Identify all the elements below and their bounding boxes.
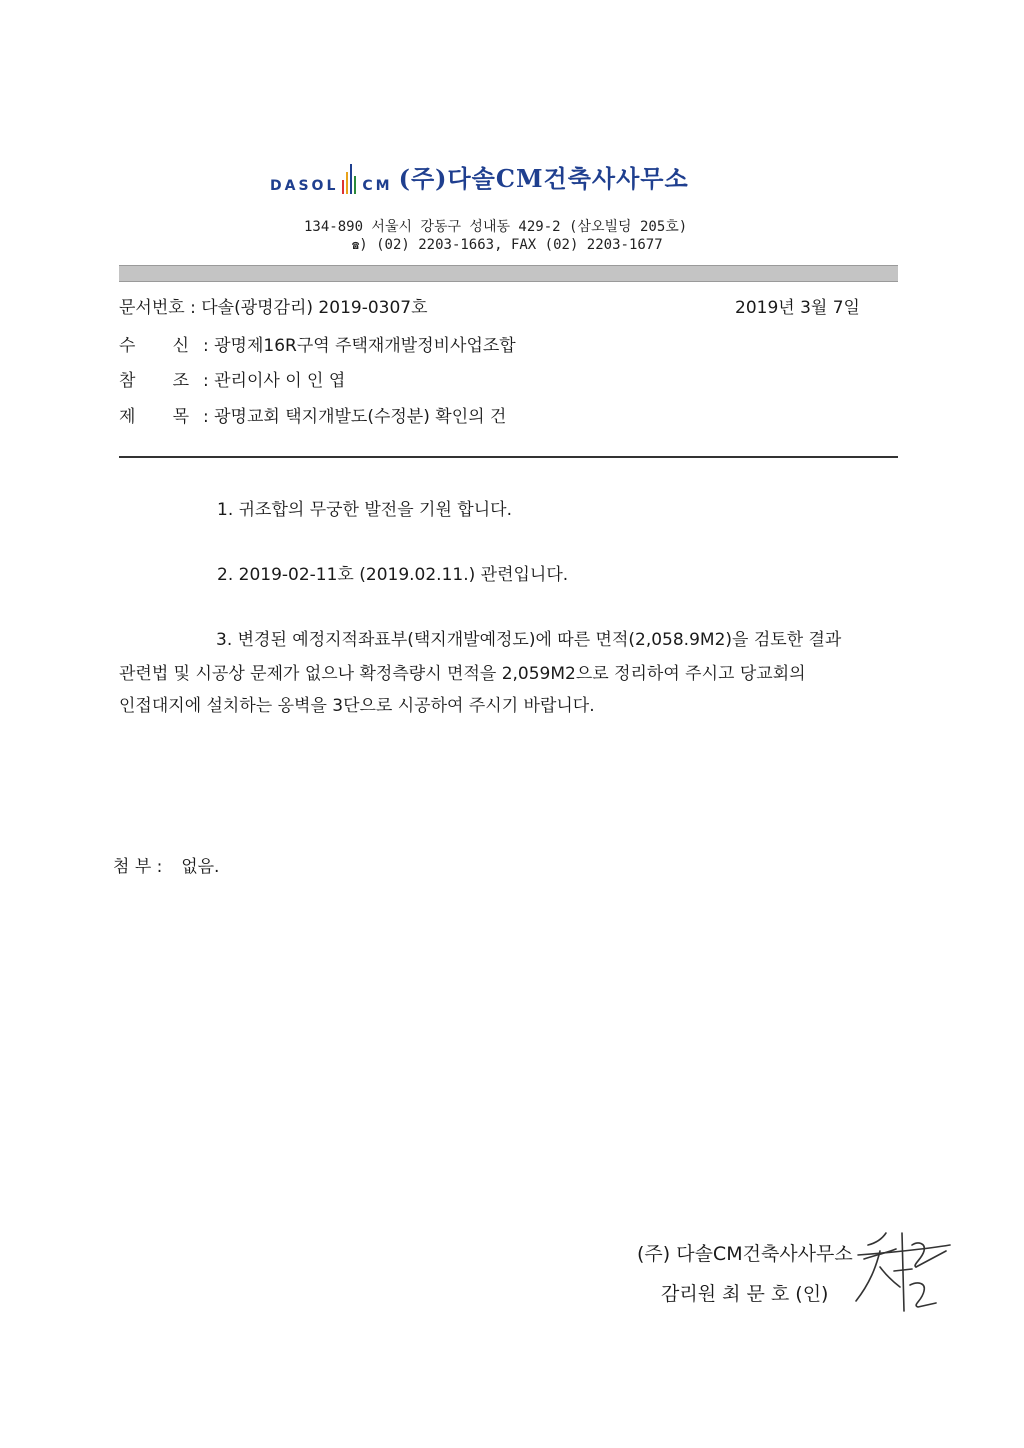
logo-text-right: CM <box>362 178 393 194</box>
reference-label-char: 참 <box>119 371 136 391</box>
signature-company: (주) 다솔CM건축사사무소 <box>637 1243 853 1265</box>
phone-fax-text: ) (02) 2203-1663, FAX (02) 2203-1677 <box>359 237 663 253</box>
body-paragraph-2: 2. 2019-02-11호 (2019.02.11.) 관련입니다. <box>217 565 569 585</box>
subject-row <box>119 402 506 427</box>
recipient-row <box>119 331 516 356</box>
subject-label-char: 목 <box>172 407 189 427</box>
header-divider-line <box>119 456 898 458</box>
company-contact <box>352 237 663 253</box>
logo-text-left: DASOL <box>270 178 339 194</box>
recipient-label-char: 신 <box>172 336 189 356</box>
body-paragraph-3-line-3: 인접대지에 설치하는 옹벽을 3단으로 시공하여 주시기 바랍니다. <box>119 696 595 716</box>
body-paragraph-1: 1. 귀조합의 무궁한 발전을 기원 합니다. <box>217 500 512 520</box>
reference-row <box>119 366 345 391</box>
document-date: 2019년 3월 7일 <box>735 298 860 318</box>
subject-label-char: 제 <box>119 407 136 427</box>
attachment-value: 없음. <box>181 857 220 877</box>
handwritten-signature <box>846 1215 956 1325</box>
document-number-label: 문서번호 : <box>119 298 196 318</box>
company-name: (주)다솔CM건축사사무소 <box>398 164 689 193</box>
recipient-label-char: 수 <box>119 336 136 356</box>
reference-label <box>119 366 189 391</box>
body-paragraph-3-line-2: 관련법 및 시공상 문제가 없으나 확정측량시 면적을 2,059M2으로 정리하여 주시고 당교회의 <box>119 664 806 684</box>
company-logo <box>270 158 689 194</box>
reference-value: : 관리이사 이 인 엽 <box>203 371 346 391</box>
document-number-value: 다솔(광명감리) 2019-0307호 <box>201 298 428 318</box>
body-paragraph-3-line-1: 3. 변경된 예정지적좌표부(택지개발예정도)에 따른 면적(2,058.9M2)을 검토한 결과 <box>216 630 842 650</box>
attachment-row <box>113 852 219 877</box>
letterhead-divider-bar <box>119 265 898 282</box>
subject-label <box>119 402 189 427</box>
reference-label-char: 조 <box>172 371 189 391</box>
recipient-value: : 광명제16R구역 주택재개발정비사업조합 <box>203 336 516 356</box>
signature-name: 감리원 최 문 호 (인) <box>661 1283 829 1305</box>
subject-value: : 광명교회 택지개발도(수정분) 확인의 건 <box>203 407 507 427</box>
telephone-icon: ☎ <box>352 238 360 252</box>
recipient-label <box>119 331 189 356</box>
logo-bars-icon <box>342 164 358 194</box>
attachment-label: 첨 부 : <box>113 857 163 877</box>
company-address: 134-890 서울시 강동구 성내동 429-2 (삼오빌딩 205호) <box>304 219 688 235</box>
document-number-row <box>119 293 428 318</box>
